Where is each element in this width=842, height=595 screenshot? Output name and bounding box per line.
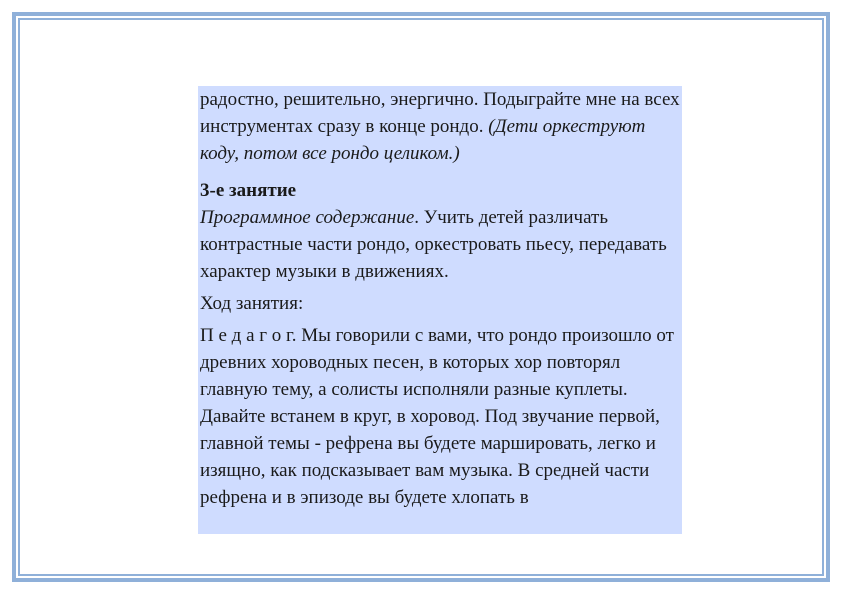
text-box [198,86,682,534]
lesson-heading: 3-е занятие [200,180,297,201]
teacher-text: Мы говорили с вами, что рондо произошло от древних хороводных песен, в которых хор повторял главную тему, а солисты исполняли разные куплеты. Давайте встанем в круг, в хоровод. Под звучание первой, главной темы - рефрена вы будете маршировать, легко и изящно, как подсказывает вам музыка. В средней части рефрена и в эпизоде вы будете хлопать в [200,325,674,508]
intro-italic-note: (Дети оркеструют коду, потом все рондо целиком.) [200,116,646,164]
paragraph-intro [200,86,680,167]
intro-text: радостно, решительно, энергично. Подыграйте мне на всех инструментах сразу в конце рондо. [200,89,680,137]
paragraph-program [200,204,680,285]
teacher-speaker: П е д а г о г. [200,325,297,346]
course-heading: Ход занятия: [200,293,304,314]
program-text: . Учить детей различать контрастные части рондо, оркестровать пьесу, передавать характер музыки в движениях. [200,207,667,282]
program-label: Программное содержание [200,207,415,228]
paragraph-teacher [200,322,680,511]
